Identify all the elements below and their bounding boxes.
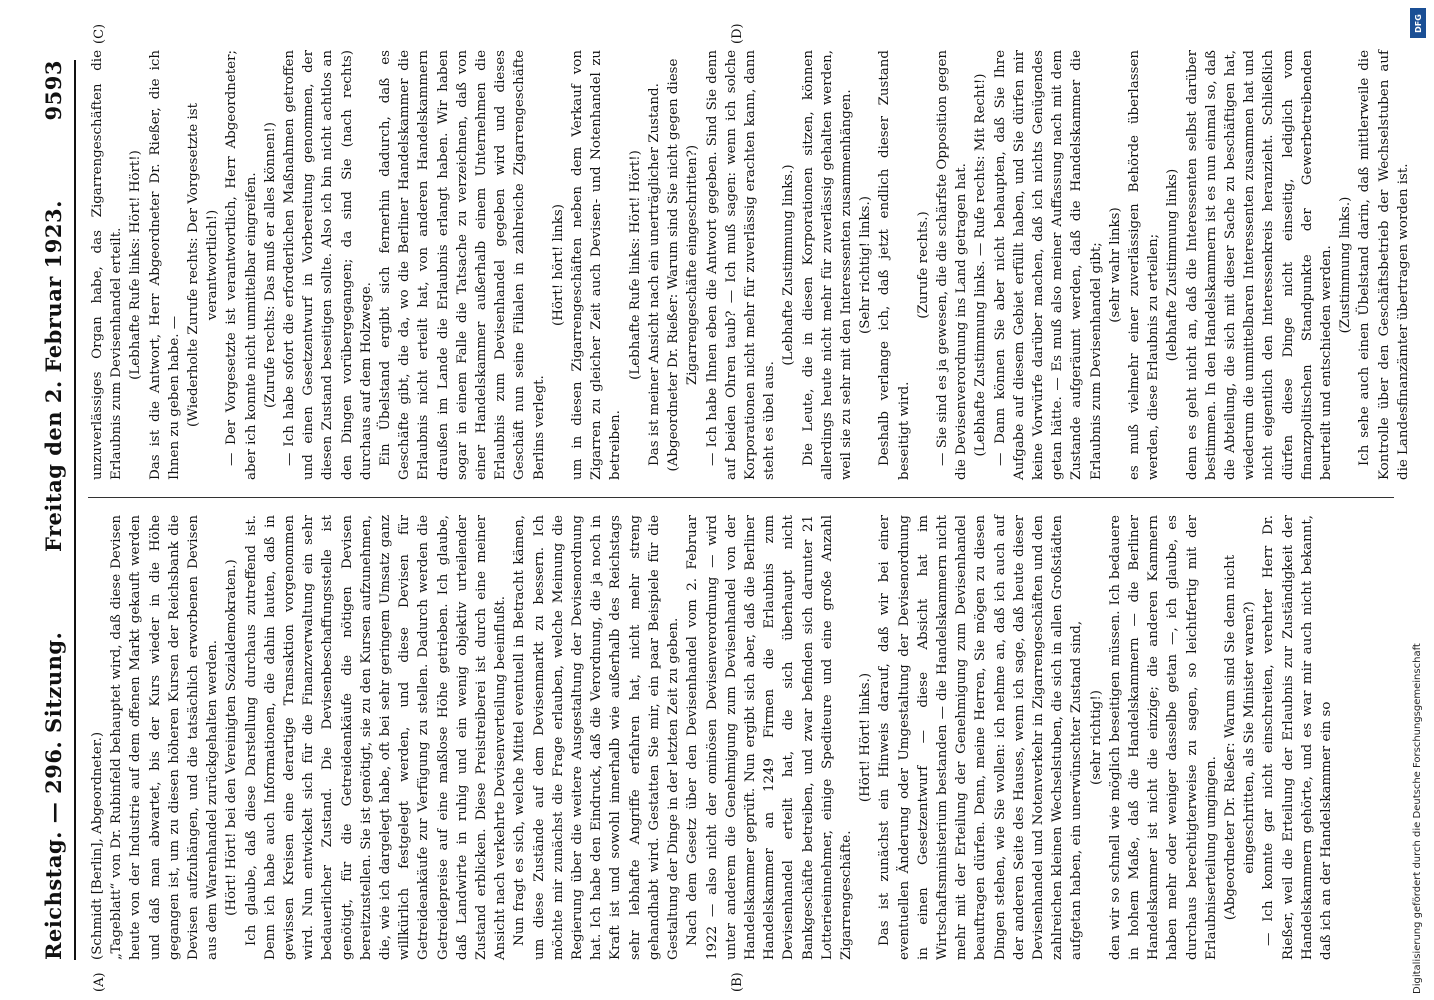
interjection: (Zurufe rechts: Das muß er alles können!)	[262, 122, 278, 408]
column-divider	[88, 497, 1394, 498]
paragraph: den wir so schnell wie möglich beseitigen müssen. Ich bedauere in hohem Maße, daß die Handelskammern — die Berliner Handelskammer ist nicht die einzige; die anderen Kammern haben mehr oder weniger dasselbe getan —, ich glaube, es durchaus berechtigterweise zu sagen, so leichtfertig mit der Erlaubniserteilung umgingen.	[1107, 515, 1219, 960]
header-date: Freitag den 2. Februar 1923.	[40, 200, 66, 553]
paragraph: Die Leute, die in diesen Korporationen sitzen, können allerdings heute nicht mehr für zuverlässig gehalten werden, weil sie zu sehr mit den Interessenten zusammenhängen.	[800, 50, 854, 480]
digitization-sidebar	[1404, 0, 1434, 1000]
paragraph: — Der Vorgesetzte ist verantwortlich, Herr Abgeordneter; aber ich konnte nicht unmittelbar eingreifen.	[224, 50, 259, 480]
paragraph: denn es geht nicht an, daß die Interessenten selbst darüber bestimmen. In den Handelskammern ist es nun einmal so, daß die Abteilung, die sich mit dieser Sache zu beschäftigen hat, wiederum die unmittelbaren Interessenten zusammen hat und nicht eigentlich den Interessenkreis heranzieht. Schließlich dürfen diese Dinge nicht einseitig, lediglich vom finanzpolitischen Standpunkte der Gewerbetreibenden beurteilt und entschieden werden.	[1184, 50, 1334, 480]
interjection: (Lebhafte Rufe links: Hört! Hört!)	[627, 150, 643, 380]
right-column	[88, 50, 1411, 480]
interjection: (Hört! Hört! links.)	[858, 672, 874, 803]
paragraph: unzuverlässiges Organ habe, das Zigarrengeschäften die Erlaubnis zum Devisenhandel erteilt.	[90, 50, 125, 480]
margin-mark-d: (D)	[730, 23, 745, 44]
interjection: (Lebhafte Rufe links: Hört! Hört!)	[128, 150, 144, 380]
left-column	[88, 515, 1394, 960]
header-rule	[74, 60, 76, 960]
interjection: (Sehr richtig! links.)	[858, 196, 874, 334]
paragraph: — Dann können Sie aber nicht behaupten, daß Sie Ihre Aufgabe auf diesem Gebiet erfüllt haben, und Sie dürfen mir keine Vorwürfe darüber machen, daß ich nichts Genügendes getan hätte. — Es muß also meiner Auffassung nach mit dem Zustande aufgeräumt werden, daß die Handelskammer die Erlaubnis zum Devisenhandel gibt;	[992, 50, 1104, 480]
interjection: (sehr richtig!)	[1088, 690, 1104, 785]
interjection: (Lebhafte Zustimmung links.)	[781, 164, 797, 366]
paragraph: Ein Übelstand ergibt sich fernerhin dadurch, daß es Geschäfte gibt, die da, wo die Berliner Handelskammer die Erlaubnis nicht erteilt hat, von anderen Handelskammern draußen im Lande die Erlaubnis erlangt haben. Wir haben sogar in einem Falle die Tatsache zu verzeichnen, daß von einer Handelskammer außerhalb einem Unternehmen die Erlaubnis zum Devisenhandel gegeben wird und dieses Geschäft nun seine Filialen in zahlreiche Zigarrengeschäfte Berlins verlegt.	[378, 50, 547, 480]
paragraph: (Schmidt [Berlin], Abgeordneter.)	[90, 731, 105, 960]
interjection: (Zurufe rechts.)	[915, 211, 931, 319]
interjection: (sehr wahr links)	[1107, 207, 1123, 323]
interjection: (Abgeordneter Dr. Rießer: Warum sind Sie denn nicht eingeschritten, als Sie Minister waren?)	[1222, 554, 1258, 921]
page-header	[36, 60, 70, 960]
paragraph: — Ich habe Ihnen eben die Antwort gegeben. Sind Sie denn auf beiden Ohren taub? — Ich muß sagen: wenn ich solche Korporationen nicht mehr für zuverlässig erachten kann, dann steht es übel aus.	[704, 50, 778, 480]
paragraph: Ich sehe auch einen Übelstand darin, daß mittlerweile die Kontrolle über den Geschäftsbetrieb der Wechselstuben auf die Landesfinanzämter übertragen worden ist.	[1357, 50, 1411, 480]
paragraph: Nach dem Gesetz über den Devisenhandel vom 2. Februar 1922 — also nicht der ominösen Devisenverordnung — wird unter anderem die Genehmigung zum Devisenhandel von der Handelskammer geprüft. Nun ergibt sich aber, daß die Berliner Handelskammer an 1249 Firmen die Erlaubnis zum Devisenhandel erteilt hat, die sich überhaupt nicht Bankgeschäfte betreiben, und zwar befinden sich darunter 21 Lotterieeinnehmer, einige Spediteure und eine große Anzahl Zigarrengeschäfte.	[685, 515, 854, 960]
paragraph: Das ist zunächst ein Hinweis darauf, daß wir bei einer eventuellen Änderung oder Umgestaltung der Devisenordnung in einen Gesetzentwurf — diese Absicht hat im Wirtschaftsministerium bestanden — die Handelskammern nicht mehr mit der Erteilung der Genehmigung zum Devisenhandel beauftragen dürfen. Denn, meine Herren, Sie mögen zu diesen Dingen stehen, wie Sie wollen: ich nehme an, daß ich auch auf der anderen Seite des Hauses, wenn ich sage, daß heute dieser Devisenhandel und Notenverkehr in Zigarrengeschäften und den zahlreichen kleinen Wechselstuben, die sich in allen Großstädten aufgetan haben, ein unerwünschter Zustand sind,	[877, 515, 1085, 960]
margin-mark-b: (B)	[730, 972, 745, 992]
paragraph: Deshalb verlange ich, daß jetzt endlich dieser Zustand beseitigt wird.	[877, 50, 912, 480]
digitization-credit: Digitalisierung gefördert durch die Deutsche Forschungsgemeinschaft	[1412, 643, 1423, 994]
paragraph: — Sie sind es ja gewesen, die die schärfste Opposition gegen die Devisenverordnung ins Land getragen hat.	[934, 50, 970, 480]
page-number: 9593	[40, 60, 66, 121]
paragraph: Nun fragt es sich, welche Mittel eventuell in Betracht kämen, um diese Zustände auf dem Devisenmarkt zu bessern. Ich möchte mir zunächst die Frage erlauben, welche Meinung die Regierung über die weitere Ausgestaltung der Devisenordnung hat. Ich habe den Eindruck, daß die Verordnung, die ja noch in Kraft ist und sowohl innerhalb wie außerhalb des Reichstags sehr lebhafte Angriffe erfahren hat, nicht mehr streng gehandhabt wird. Gestatten Sie mir, ein paar Beispiele für die Gestaltung der Dinge in der letzten Zeit zu geben.	[512, 515, 682, 960]
interjection: (Hört! Hört! bei den Vereinigten Sozialdemokraten.)	[224, 559, 240, 916]
paragraph: Das ist meiner Ansicht nach ein unerträglicher Zustand.	[646, 83, 662, 466]
margin-mark-a: (A)	[92, 972, 107, 992]
interjection: (Wiederholte Zurufe rechts: Der Vorgesetzte ist verantwortlich!)	[186, 103, 221, 427]
paragraph: — Ich konnte gar nicht einschreiten, verehrter Herr Dr. Rießer, weil die Erteilung der Erlaubnis zur Zuständigkeit der Handelskammern gehörte, und es war mir auch nicht bekannt, daß ich an der Handelskammer ein so	[1261, 515, 1334, 960]
interjection: (Lebhafte Zustimmung links. — Rufe rechts: Mit Recht!)	[973, 73, 989, 457]
paragraph: um in diesen Zigarrengeschäften neben dem Verkauf von Zigarren zu gleicher Zeit auch Devisen- und Notenhandel zu betreiben.	[570, 50, 624, 480]
interjection: (lebhafte Zustimmung links)	[1165, 168, 1181, 362]
dfg-logo: DFG	[1410, 8, 1426, 38]
paragraph: „Tageblatt“ von Dr. Rubinfeld behauptet wird, daß diese Devisen heute von der Industrie auf dem offenen Markt gekauft werden und daß man abwartet, bis der Kurs wieder in die Höhe gegangen ist, um zu diesen höheren Kursen der Reichsbank die Devisen aufzuhängen, und die tatsächlich erworbenen Devisen aus dem Warenhandel zurückgehalten werden.	[109, 515, 221, 960]
interjection: (Zustimmung links.)	[1338, 196, 1354, 334]
paragraph: Ich glaube, daß diese Darstellung durchaus zutreffend ist. Denn ich habe auch Informationen, die dahin lauten, daß in gewissen Kreisen eine derartige Transaktion vorgenommen wird. Nun entwickelt sich für die Finanzverwaltung ein sehr bedauerlicher Zustand. Die Devisenbeschaffungsstelle ist genötigt, für die Getreideankäufe die nötigen Devisen bereitzustellen. Sie ist genötigt, sie zu den Kursen aufzunehmen, die, wie ich dargelegt habe, oft bei sehr geringem Umsatz ganz willkürlich festgelegt werden, und diese Devisen für Getreideankäufe zur Verfügung zu stellen. Dadurch werden die Getreidepreise auf eine maßlose Höhe getrieben. Ich glaube, daß Landwirte in ruhig und ein wenig objektiv urteilender Zustand erblicken. Diese Preistreiberei ist durch eine meiner Ansicht nach verkehrte Devisenverteilung beeinflußt.	[243, 515, 509, 960]
interjection: (Hört! hört! links)	[550, 204, 566, 326]
header-left: Reichstag. — 296. Sitzung.	[40, 631, 66, 960]
paragraph: es muß vielmehr einer zuverlässigen Behörde überlassen werden, diese Erlaubnis zu erteilen;	[1126, 50, 1162, 480]
interjection: (Abgeordneter Dr. Rießer: Warum sind Sie nicht gegen diese Zigarrengeschäfte eingeschritten?)	[666, 58, 701, 472]
margin-mark-c: (C)	[92, 23, 107, 44]
paragraph: — Ich habe sofort die erforderlichen Maßnahmen getroffen und einen Gesetzentwurf in Vorbereitung genommen, der diesen Zustand beseitigen sollte. Also ich bin nicht achtlos an den Dingen vorübergegangen; da sind Sie (nach rechts) durchaus auf dem Holzwege.	[282, 50, 374, 480]
paragraph: Das ist die Antwort, Herr Abgeordneter Dr. Rießer, die ich Ihnen zu geben habe. —	[147, 50, 182, 480]
